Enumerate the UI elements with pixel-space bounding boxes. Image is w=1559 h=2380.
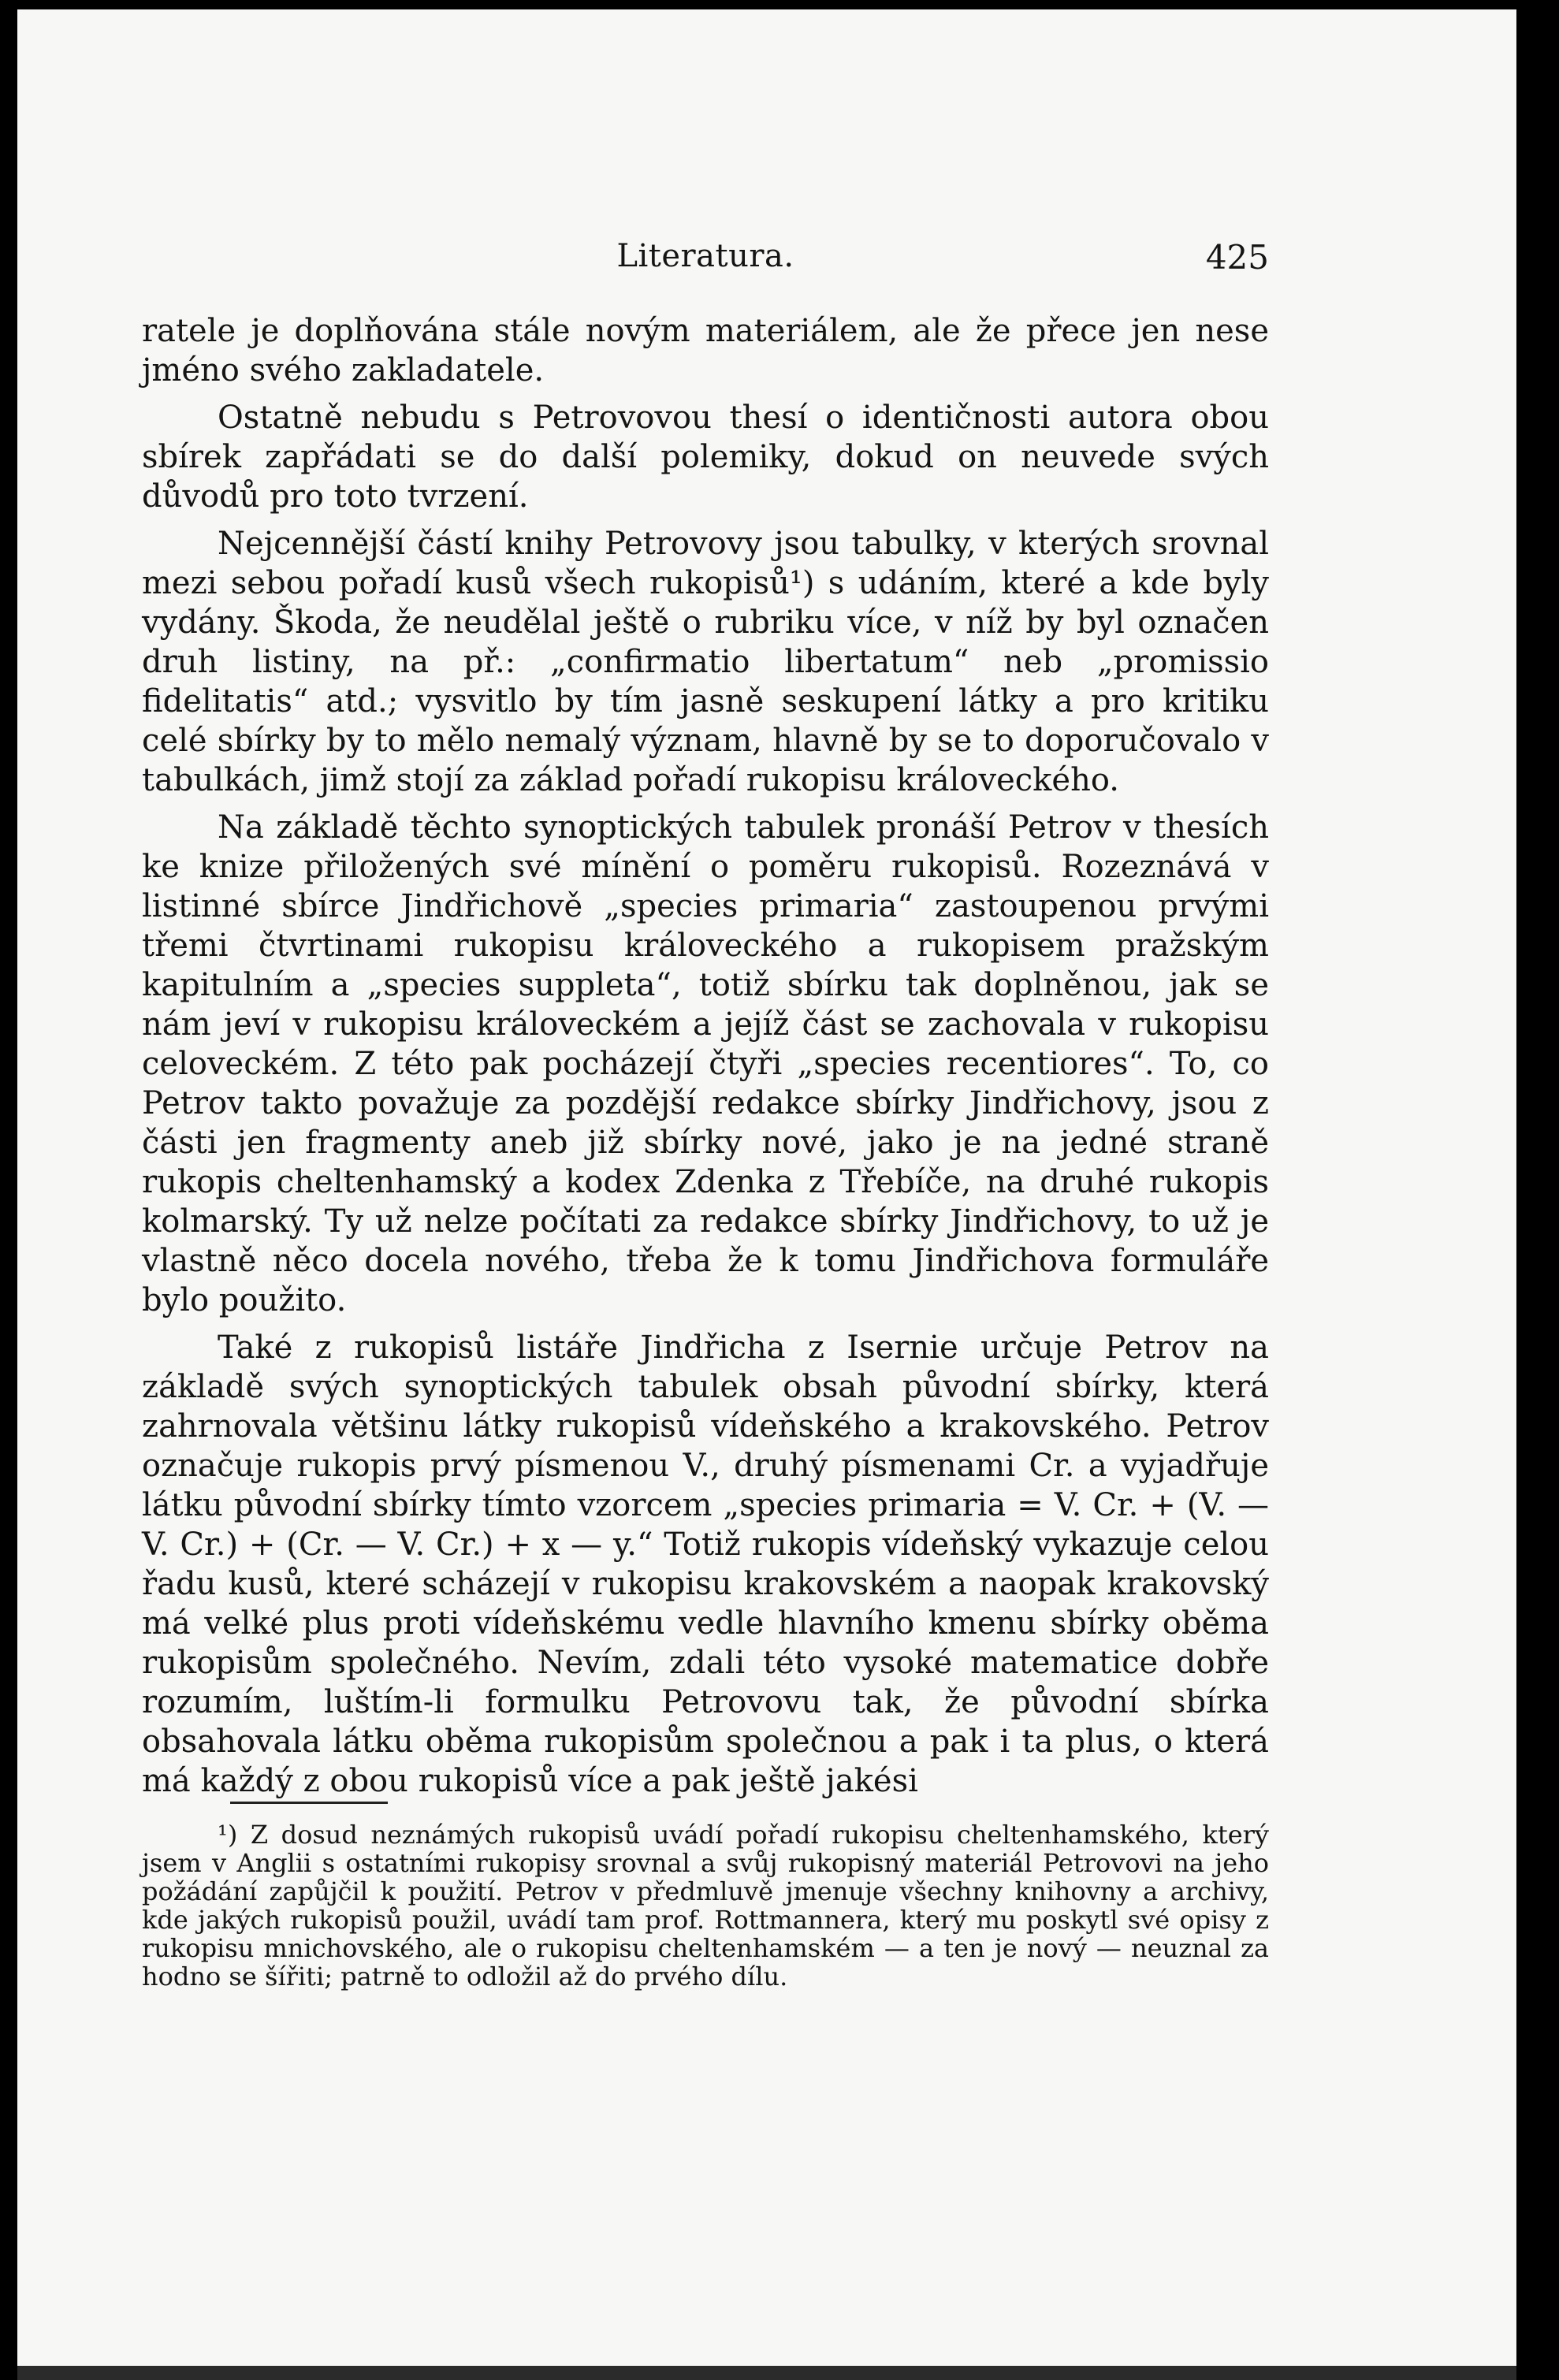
paragraph: Ostatně nebudu s Petrovovou thesí o identičnosti autora obou sbírek zapřádati se do další polemiky, dokud on neuvede svých důvodů pro toto tvrzení.: [142, 400, 1269, 515]
paragraph-continuation: ratele je doplňována stále novým materiálem, ale že přece jen nese jméno svého zakladatele.: [142, 313, 1269, 389]
paragraph: Také z rukopisů listáře Jindřicha z Isernie určuje Petrov na základě svých synoptických tabulek obsah původní sbírky, která zahrnovala většinu látky rukopisů vídeňského a krakovského. Petrov označuje rukopis prvý písmenou V., druhý písmenami Cr. a vyjadřuje látku původní sbírky tímto vzorcem „species primaria = V. Cr. + (V. — V. Cr.) + (Cr. — V. Cr.) + x — y.“ Totiž rukopis vídeňský vykazuje celou řadu kusů, které scházejí v rukopisu krakovském a naopak krakovský má velké plus proti vídeňskému vedle hlavního kmenu sbírky oběma rukopisům společného. Nevím, zdali této vysoké matematice dobře rozumím, luštím-li formulku Petrovovu tak, že původní sbírka obsahovala látku oběma rukopisům společnou a pak i ta plus, o která má každý z obou rukopisů více a pak ještě jakési: [142, 1329, 1269, 1799]
book-page: [17, 9, 1516, 2366]
running-head: [142, 238, 1269, 285]
page-number: 425: [1205, 238, 1269, 277]
footnote: ¹) Z dosud neznámých rukopisů uvádí pořadí rukopisu cheltenhamského, který jsem v Anglii s ostatními rukopisy srovnal a svůj rukopisný materiál Petrovovi na jeho požádání zapůjčil k použití. Petrov v předmluvě jmenuje všechny knihovny a archivy, kde jakých rukopisů použil, uvádí tam prof. Rottmannera, který mu poskytl své opisy z rukopisu mnichovského, ale o rukopisu cheltenhamském — a ten je nový — neuznal za hodno se šířiti; patrně to odložil až do prvého dílu.: [142, 1820, 1269, 1991]
paragraph: Nejcennější částí knihy Petrovovy jsou tabulky, v kterých srovnal mezi sebou pořadí kusů všech rukopisů¹) s udáním, které a kde byly vydány. Škoda, že neudělal ještě o rubriku více, v níž by byl označen druh listiny, na př.: „confirmatio libertatum“ neb „promissio fidelitatis“ atd.; vysvitlo by tím jasně seskupení látky a pro kritiku celé sbírky by to mělo nemalý význam, hlavně by se to doporučovalo v tabulkách, jimž stojí za základ pořadí rukopisu královeckého.: [142, 526, 1269, 798]
scan-frame: [17, 9, 1516, 2380]
paragraph: Na základě těchto synoptických tabulek pronáší Petrov v thesích ke knize přiložených své mínění o poměru rukopisů. Rozeznává v listinné sbírce Jindřichově „species primaria“ zastoupenou prvými třemi čtvrtinami rukopisu královeckého a rukopisem pražským kapitulním a „species suppleta“, totiž sbírku tak doplněnou, jak se nám jeví v rukopisu královeckém a jejíž část se zachovala v rukopisu celoveckém. Z této pak pocházejí čtyři „species recentiores“. To, co Petrov takto považuje za pozdější redakce sbírky Jindřichovy, jsou z části jen fragmenty aneb již sbírky nové, jako je na jedné straně rukopis cheltenhamský a kodex Zdenka z Třebíče, na druhé rukopis kolmarský. Ty už nelze počítati za redakce sbírky Jindřichovy, to už je vlastně něco docela nového, třeba že k tomu Jindřichova formuláře bylo použito.: [142, 809, 1269, 1318]
footnote-rule: [230, 1802, 388, 1804]
body-text: [142, 311, 1269, 1809]
running-head-title: Literatura.: [616, 238, 794, 274]
